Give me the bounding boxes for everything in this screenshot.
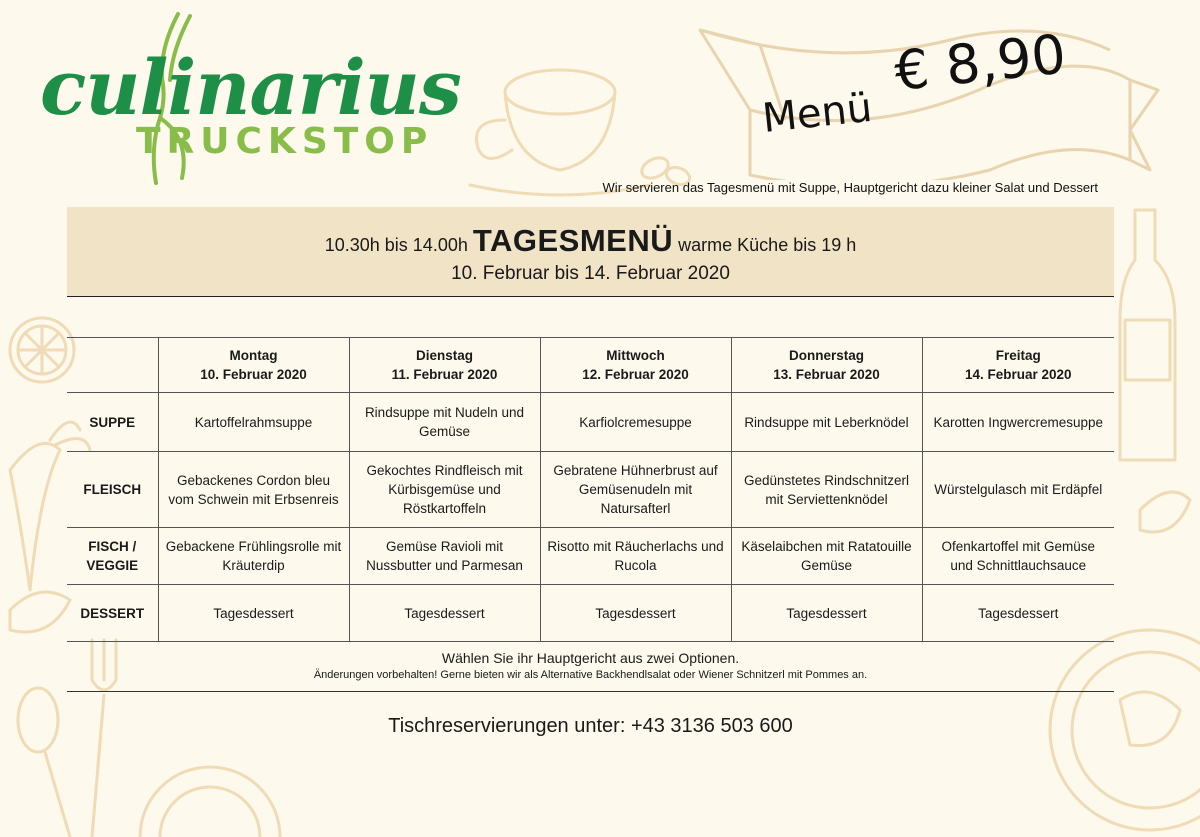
table-row [67,585,1114,642]
spoon-icon [18,688,70,837]
day-header: Dienstag 11. Februar 2020 [349,338,540,393]
menu-cell: Karfiolcremesuppe [540,393,731,452]
header-band [67,207,1114,297]
ribbon-price: € 8,90 [891,22,1069,103]
logo-wordmark: culinarius [40,43,461,132]
category-label: FISCH / VEGGIE [67,528,158,585]
menu-cell: Gemüse Ravioli mit Nussbutter und Parmesan [349,528,540,585]
page-title: TAGESMENÜ [472,223,674,258]
kitchen-time: warme Küche bis 19 h [678,235,857,255]
menu-cell: Tagesdessert [158,585,349,642]
menu-cell: Ofenkartoffel mit Gemüse und Schnittlauchsauce [922,528,1114,585]
service-note: Wir servieren das Tagesmenü mit Suppe, Hauptgericht dazu kleiner Salat und Dessert [602,180,1098,195]
menu-cell: Tagesdessert [540,585,731,642]
menu-cell: Würstelgulasch mit Erdäpfel [922,452,1114,528]
menu-cell: Karotten Ingwercremesuppe [922,393,1114,452]
menu-cell: Gebackenes Cordon bleu vom Schwein mit Erbsenreis [158,452,349,528]
category-label: DESSERT [67,585,158,642]
category-label: FLEISCH [67,452,158,528]
menu-cell: Tagesdessert [731,585,922,642]
footer-divider [67,691,1114,692]
menu-cell: Gedünstetes Rindschnitzerl mit Serviettenknödel [731,452,922,528]
menu-cell: Risotto mit Räucherlachs und Rucola [540,528,731,585]
category-label: SUPPE [67,393,158,452]
table-row [67,393,1114,452]
day-header: Freitag 14. Februar 2020 [922,338,1114,393]
coffee-cup-icon [470,70,650,195]
menu-cell: Tagesdessert [349,585,540,642]
menu-cell: Gebratene Hühnerbrust auf Gemüsenudeln mit Natursafterl [540,452,731,528]
disclaimer: Änderungen vorbehalten! Gerne bieten wir als Alternative Backhendlsalat oder Wiener Schnitzerl mit Pommes an. [313,669,868,681]
serving-time: 10.30h bis 14.00h [324,235,468,255]
day-header: Donnerstag 13. Februar 2020 [731,338,922,393]
menu-cell: Gekochtes Rindfleisch mit Kürbisgemüse und Röstkartoffeln [349,452,540,528]
lemon-slice-icon [10,318,74,382]
ribbon-menu-label: Menü [760,84,875,142]
menu-cell: Tagesdessert [922,585,1114,642]
table-row [67,452,1114,528]
day-header: Mittwoch 12. Februar 2020 [540,338,731,393]
reservation-phone: Tischreservierungen unter: +43 3136 503 600 [388,715,793,737]
header-line [67,223,1114,259]
menu-cell: Rindsuppe mit Nudeln und Gemüse [349,393,540,452]
table-row [67,528,1114,585]
menu-table [67,337,1114,642]
bottle-icon [1120,210,1175,460]
menu-cell: Käselaibchen mit Ratatouille Gemüse [731,528,922,585]
menu-cell: Kartoffelrahmsuppe [158,393,349,452]
date-range: 10. Februar bis 14. Februar 2020 [451,263,730,284]
day-header: Montag 10. Februar 2020 [158,338,349,393]
menu-cell: Gebackene Frühlingsrolle mit Kräuterdip [158,528,349,585]
plate-icon [140,767,280,837]
logo [30,8,461,188]
table-header-row [67,338,1114,393]
choice-note: Wählen Sie ihr Hauptgericht aus zwei Optionen. [441,650,740,666]
menu-cell: Rindsuppe mit Leberknödel [731,393,922,452]
logo-subtitle: TRUCKSTOP [136,121,434,162]
table-corner-cell [67,338,158,393]
